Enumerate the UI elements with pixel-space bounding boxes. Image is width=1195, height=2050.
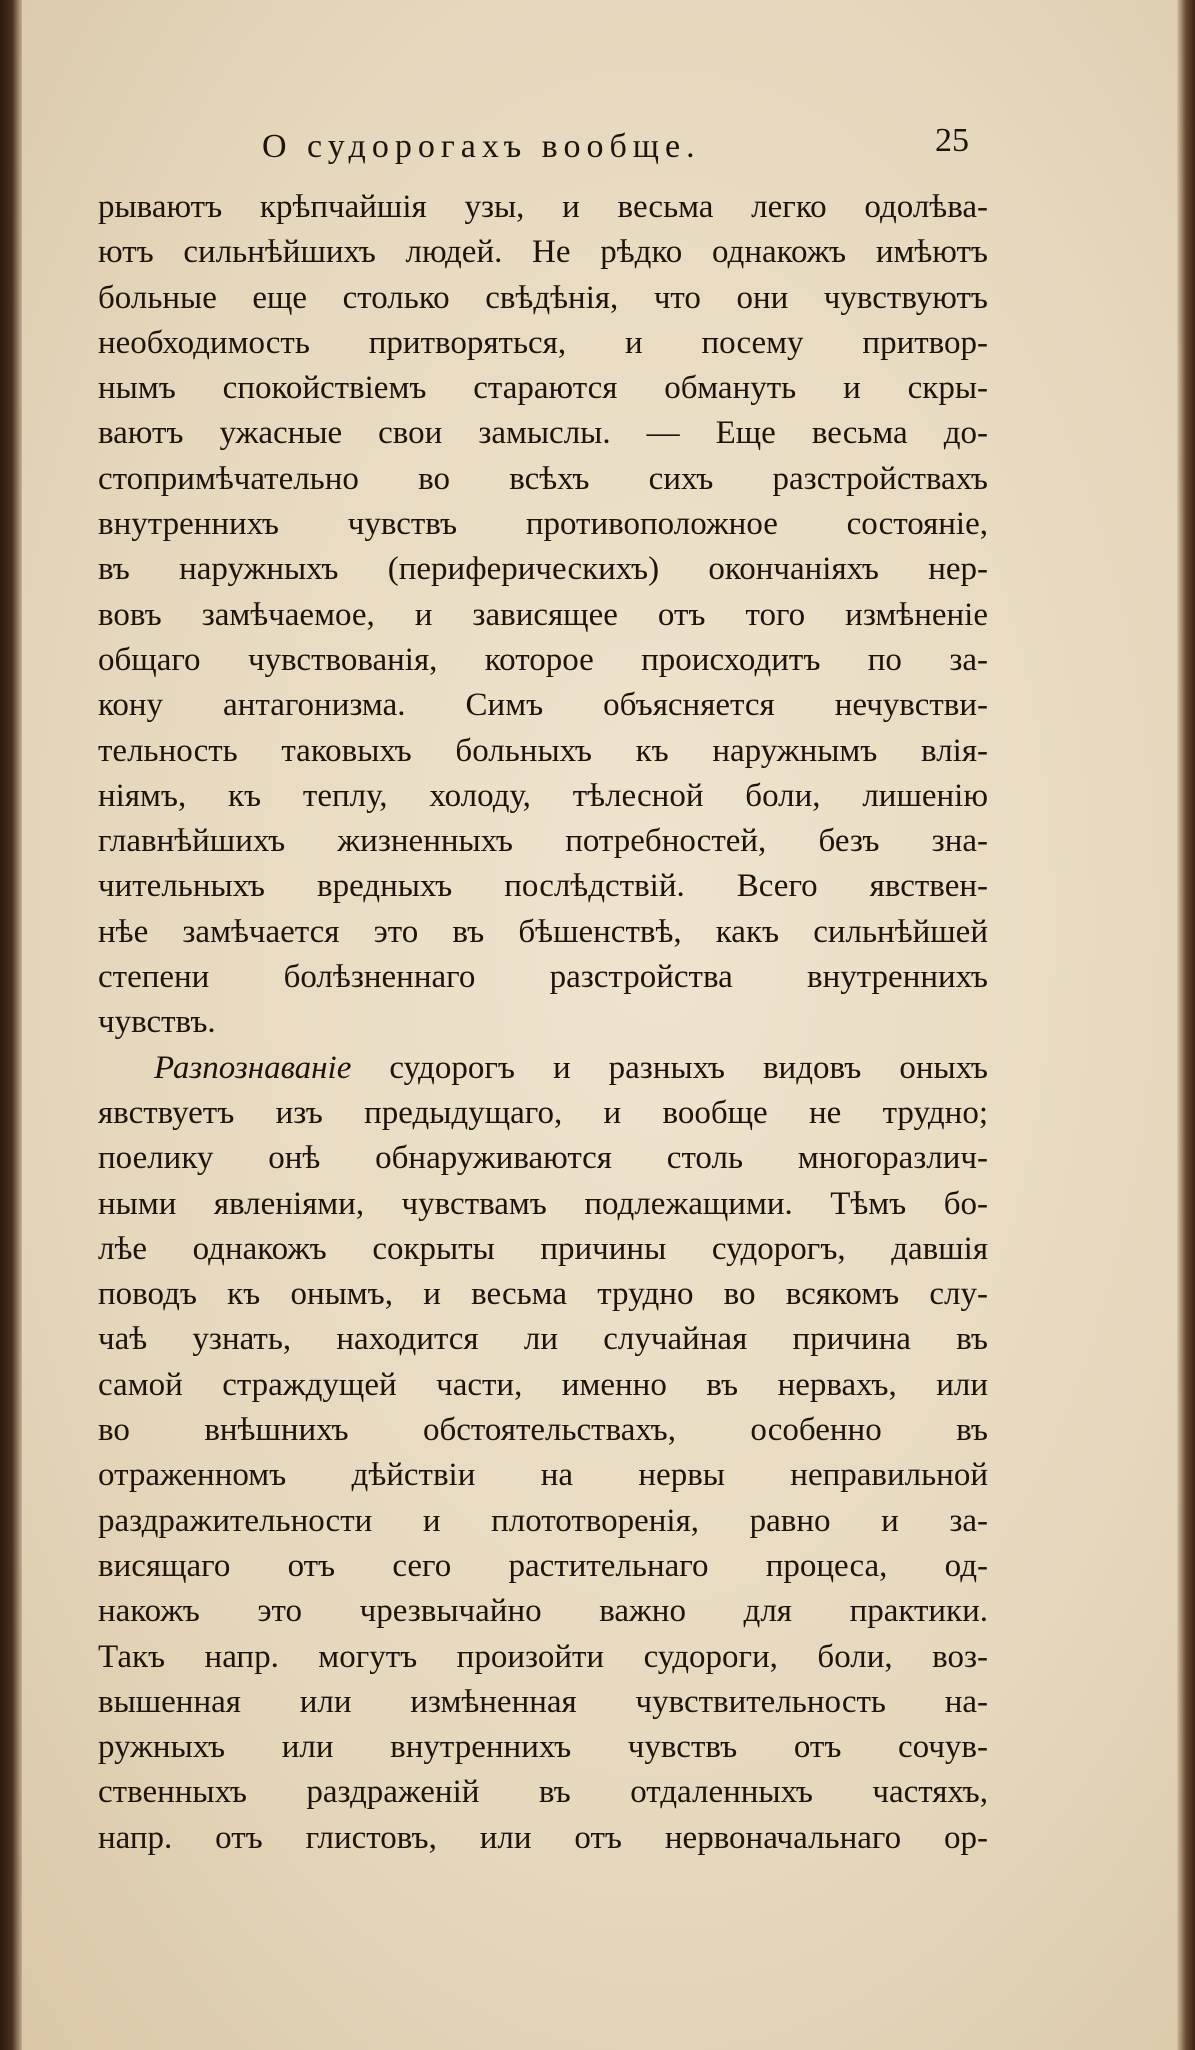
text-line: нѣе замѣчается это въ бѣшенствѣ, какъ сильнѣйшей (98, 913, 988, 950)
text-line: поводъ къ онымъ, и весьма трудно во всякомъ слу- (98, 1276, 988, 1313)
text-line: вовъ замѣчаемое, и зависящее отъ того измѣненіе (98, 596, 988, 633)
text-line: нымъ спокойствіемъ стараются обмануть и скры- (98, 370, 988, 407)
text-line: висящаго отъ сего растительнаго процеса, од- (98, 1547, 988, 1584)
page-edge-shadow (1177, 0, 1195, 2050)
text-line: степени болѣзненнаго разстройства внутреннихъ (98, 959, 988, 996)
text-line: явствуетъ изъ предыдущаго, и вообще не трудно; (98, 1094, 988, 1131)
text-line: накожъ это чрезвычайно важно для практики. (98, 1593, 988, 1630)
text-line: рываютъ крѣпчайшія узы, и весьма легко одолѣва- (98, 189, 988, 225)
text-line: ственныхъ раздраженій въ отдаленныхъ частяхъ, (98, 1774, 988, 1811)
text-line: больные еще столько свѣдѣнія, что они чувствуютъ (98, 279, 988, 316)
text-line: чаѣ узнать, находится ли случайная причина въ (98, 1321, 988, 1358)
text-span: судорогъ и разныхъ видовъ оныхъ (351, 1049, 988, 1086)
text-line: стопримѣчательно во всѣхъ сихъ разстройствахъ (98, 460, 988, 497)
text-line: чительныхъ вредныхъ послѣдствій. Всего явствен- (98, 868, 988, 905)
text-line: ными явленіями, чувствамъ подлежащими. Тѣмъ бо- (98, 1185, 988, 1222)
page-number: 25 (935, 122, 969, 159)
text-line: общаго чувствованія, которое происходитъ по за- (98, 641, 988, 678)
text-line: ютъ сильнѣйшихъ людей. Не рѣдко однакожъ имѣютъ (98, 234, 988, 271)
text-line: самой страждущей части, именно въ нервахъ, или (98, 1366, 988, 1403)
text-line: отраженномъ дѣйствіи на нервы неправильной (98, 1457, 988, 1494)
text-line: чувствъ. (98, 1004, 216, 1041)
text-line: необходимость притворяться, и посему притвор- (98, 324, 988, 361)
text-line: ваютъ ужасные свои замыслы. — Еще весьма до- (98, 415, 988, 452)
running-title: О судорогахъ вообще. (262, 128, 701, 165)
body-text (98, 185, 988, 1861)
text-line: Такъ напр. могутъ произойти судороги, боли, воз- (98, 1638, 988, 1675)
text-line: въ наружныхъ (периферическихъ) окончаніяхъ нер- (98, 551, 988, 588)
italic-term: Разпознаваніе (154, 1049, 352, 1086)
text-line: лѣе однакожъ сокрыты причины судорогъ, давшія (98, 1230, 988, 1267)
text-line: во внѣшнихъ обстоятельствахъ, особенно въ (98, 1412, 988, 1449)
text-line: тельность таковыхъ больныхъ къ наружнымъ влія- (98, 732, 988, 769)
text-line: внутреннихъ чувствъ противоположное состояніе, (98, 506, 988, 543)
paragraph-first-line (98, 1046, 988, 1091)
page-binding-shadow (0, 0, 22, 2050)
text-line: ружныхъ или внутреннихъ чувствъ отъ сочув- (98, 1729, 988, 1766)
text-line: главнѣйшихъ жизненныхъ потребностей, безъ зна- (98, 823, 988, 860)
text-line: поелику онѣ обнаруживаются столь многоразлич- (98, 1140, 988, 1177)
text-line: кону антагонизма. Симъ объясняется нечувстви- (98, 687, 988, 724)
text-line: ніямъ, къ теплу, холоду, тѣлесной боли, лишенію (98, 777, 988, 814)
text-line: раздражительности и плототворенія, равно и за- (98, 1502, 988, 1539)
text-line: вышенная или измѣненная чувствительность на- (98, 1683, 988, 1720)
text-line: напр. отъ глистовъ, или отъ нервоначальнаго ор- (98, 1819, 988, 1856)
